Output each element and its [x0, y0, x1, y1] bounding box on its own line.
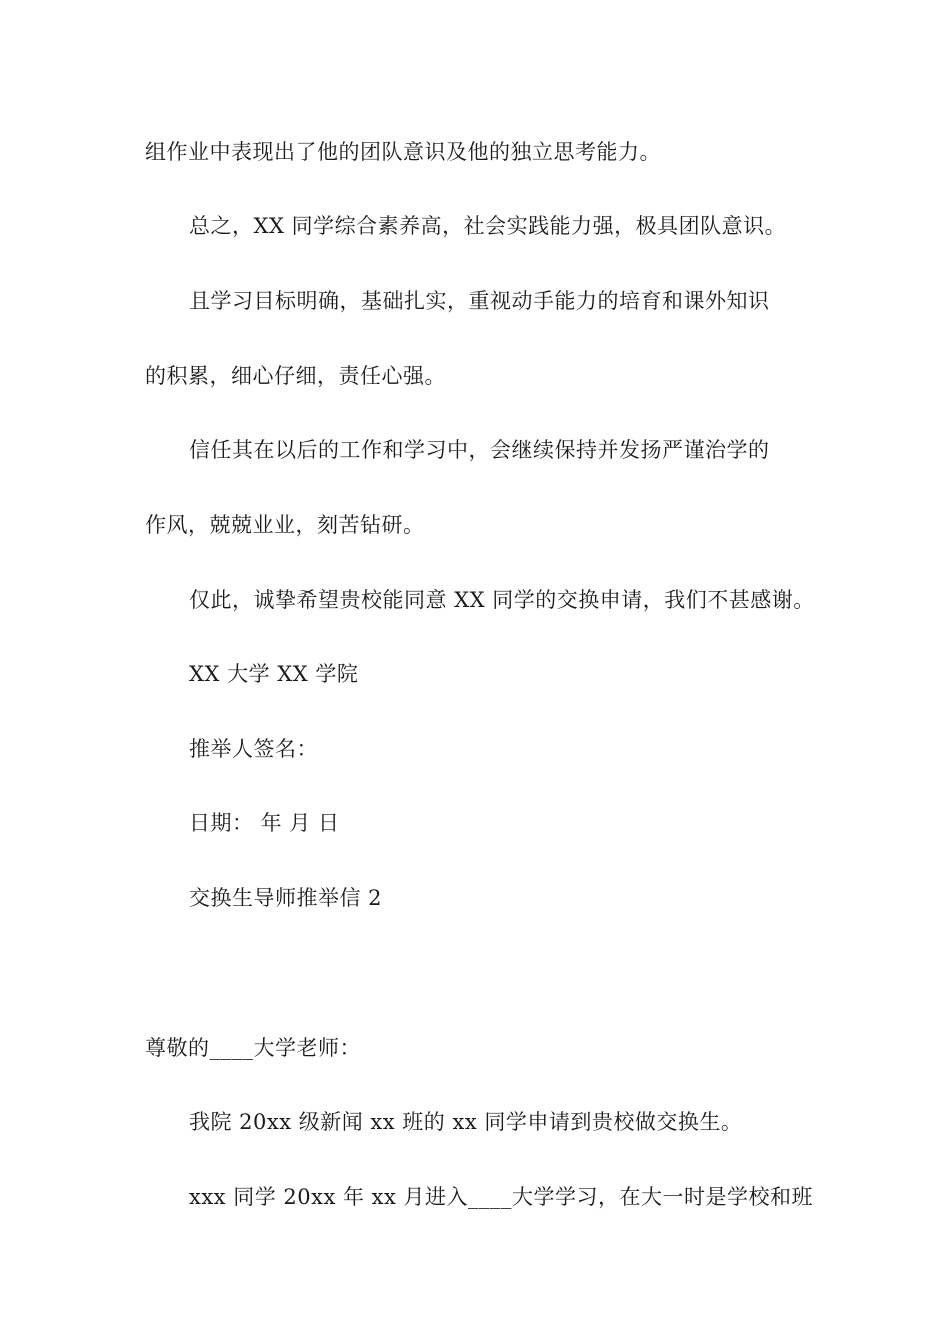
paragraph-line: 且学习目标明确，基础扎实，重视动手能力的培育和课外知识	[189, 289, 770, 313]
paragraph-line: xxx 同学 20xx 年 xx 月进入____大学学习，在大一时是学校和班	[189, 1185, 813, 1209]
paragraph-line: 我院 20xx 级新闻 xx 班的 xx 同学申请到贵校做交换生。	[189, 1110, 743, 1134]
paragraph-line: 的积累，细心仔细，责任心强。	[145, 364, 446, 388]
signature-line: 推举人签名：	[189, 737, 318, 761]
salutation: 尊敬的____大学老师：	[145, 1036, 361, 1060]
date-line: 日期： 年 月 日	[189, 811, 340, 835]
paragraph-line: 信任其在以后的工作和学习中，会继续保持并发扬严谨治学的	[189, 438, 770, 462]
section-title: 交换生导师推举信 2	[189, 886, 383, 910]
paragraph-line: 作风，兢兢业业，刻苦钻研。	[145, 513, 425, 537]
paragraph-line: 组作业中表现出了他的团队意识及他的独立思考能力。	[145, 140, 661, 164]
paragraph-line: 总之，XX 同学综合素养高，社会实践能力强，极具团队意识。	[189, 214, 787, 238]
paragraph-line: 仅此，诚挚希望贵校能同意 XX 同学的交换申请，我们不甚感谢。	[189, 588, 815, 612]
signature-institution: XX 大学 XX 学院	[189, 662, 359, 686]
